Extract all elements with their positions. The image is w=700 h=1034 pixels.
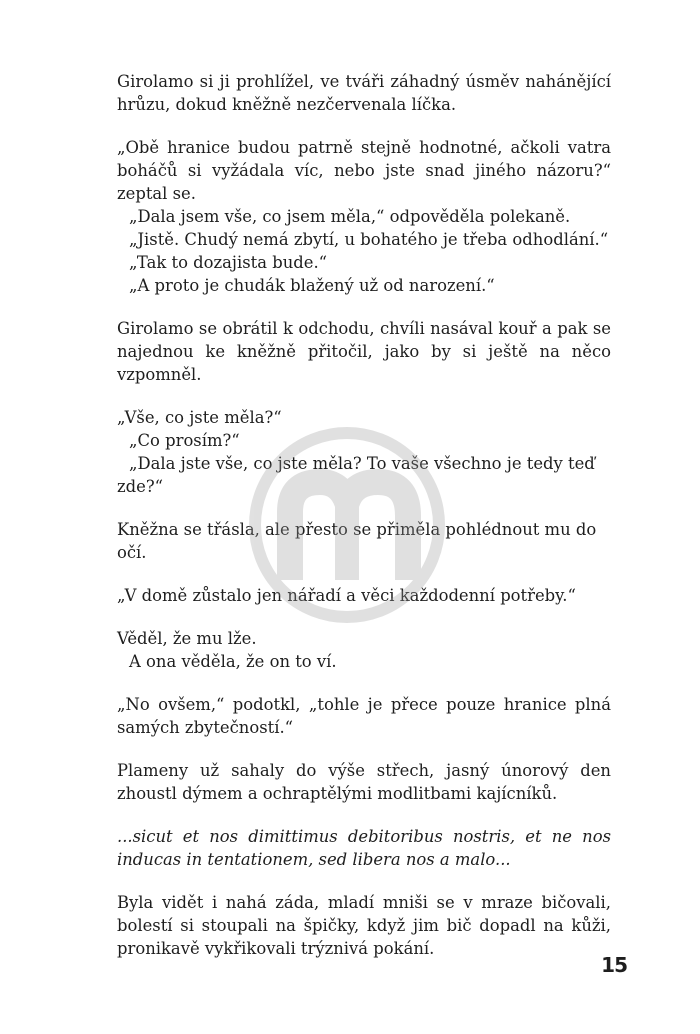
- paragraph: Kněžna se třásla, ale přesto se přiměla pohlédnout mu do očí.: [117, 520, 597, 562]
- paragraph: A ona věděla, že on to ví.: [129, 652, 337, 671]
- paragraph: „Co prosím?“: [129, 431, 240, 450]
- paragraph: „Tak to dozajista bude.“: [129, 253, 328, 272]
- paragraph: „No ovšem,“ podotkl, „tohle je přece pouze hranice plná samých zbytečností.“: [117, 695, 611, 737]
- paragraph: Byla vidět i nahá záda, mladí mniši se v mraze bičovali, bolestí si stoupali na špičky, když jim bič dopadl na kůži, pronikavě vykřikovali trýznivá pokání.: [117, 893, 611, 958]
- paragraph: Věděl, že mu lže.: [117, 629, 257, 648]
- paragraph: „Dala jsem vše, co jsem měla,“ odpověděla polekaně.: [129, 207, 571, 226]
- paragraph: „A proto je chudák blažený už od narození.“: [129, 276, 495, 295]
- paragraph: „V domě zůstalo jen nářadí a věci každodenní potřeby.“: [117, 586, 576, 605]
- paragraph: „Jistě. Chudý nemá zbytí, u bohatého je třeba odhodlání.“: [129, 230, 609, 249]
- paragraph: Girolamo se obrátil k odchodu, chvíli nasával kouř a pak se najednou ke kněžně přitočil, jako by si ještě na něco vzpomněl.: [117, 319, 611, 384]
- latin-quote: ...sicut et nos dimittimus debitoribus nostris, et ne nos inducas in tentationem, sed libera nos a malo...: [117, 827, 611, 869]
- paragraph: „Obě hranice budou patrně stejně hodnotné, ačkoli vatra boháčů si vyžádala víc, nebo jste snad jiného názoru?“ zeptal se.: [117, 138, 611, 203]
- text-column: [117, 70, 611, 960]
- paragraph: „Vše, co jste měla?“: [117, 408, 282, 427]
- paragraph: Plameny už sahaly do výše střech, jasný únorový den zhoustl dýmem a ochraptělými modlitbami kajícníků.: [117, 761, 611, 803]
- paragraph: Girolamo si ji prohlížel, ve tváři záhadný úsměv nahánějící hrůzu, dokud kněžně nezčervenala líčka.: [117, 72, 611, 114]
- paragraph: „Dala jste vše, co jste měla? To vaše všechno je tedy teď zde?“: [117, 454, 595, 496]
- page-number: 15: [601, 953, 627, 977]
